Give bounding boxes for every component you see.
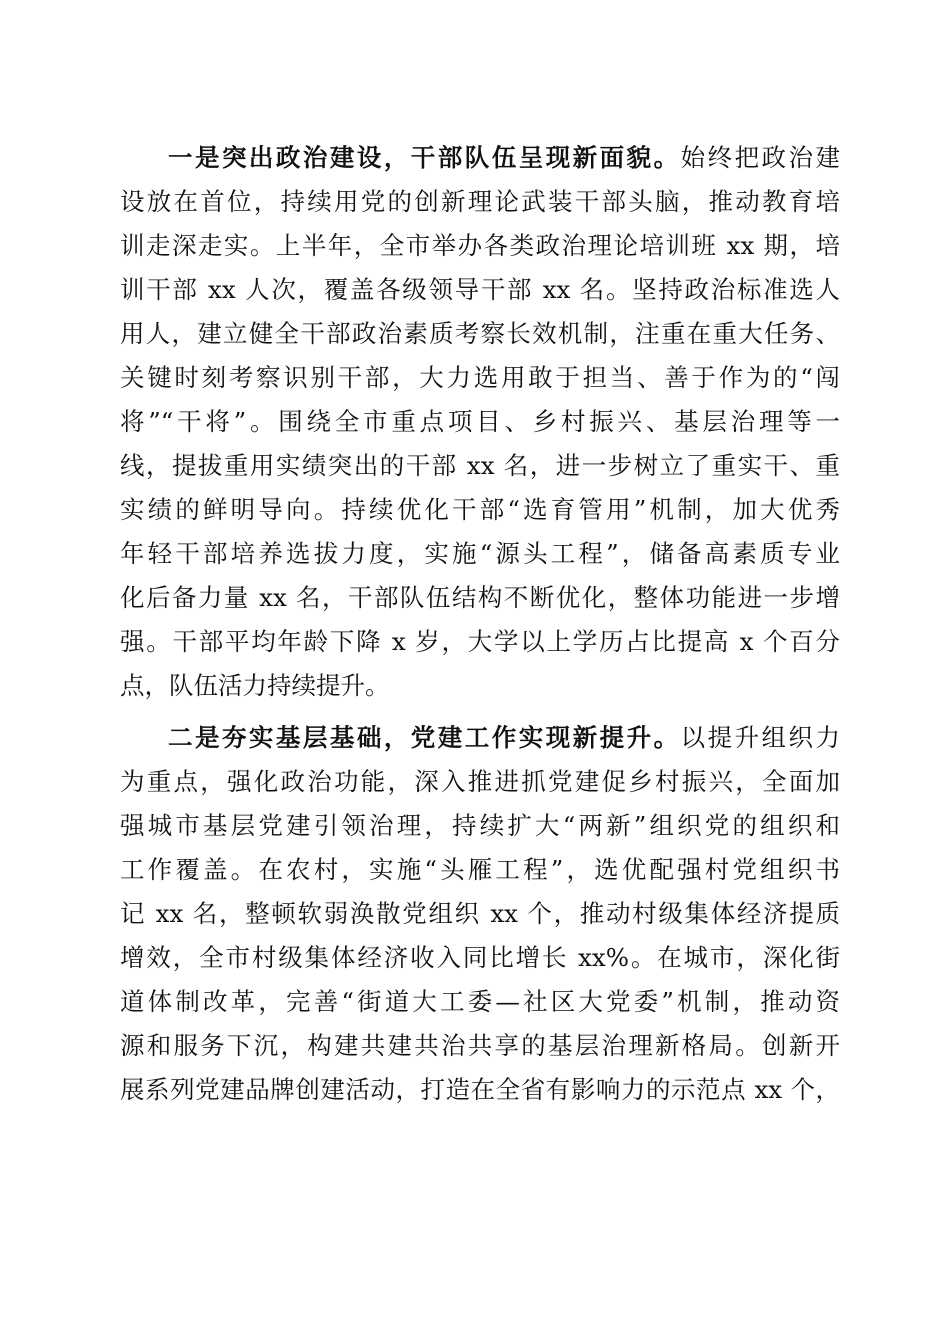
paragraph-line: 展系列党建品牌创建活动，打造在全省有影响力的示范点 xx 个，: [120, 1075, 840, 1104]
paragraph-line: 化后备力量 xx 名，干部队伍结构不断优化，整体功能进一步增: [120, 583, 840, 612]
paragraph-1-heading: 一是突出政治建设，干部队伍呈现新面貌。: [168, 143, 681, 172]
paragraph-line: 设放在首位，持续用党的创新理论武装干部头脑，推动教育培: [120, 187, 840, 216]
paragraph-line: 为重点，强化政治功能，深入推进抓党建促乡村振兴，全面加: [120, 767, 840, 796]
paragraph-line: 记 xx 名，整顿软弱涣散党组织 xx 个，推动村级集体经济提质: [120, 899, 840, 928]
paragraph-line: 线，提拔重用实绩突出的干部 xx 名，进一步树立了重实干、重: [120, 451, 840, 480]
paragraph-line: 训走深走实。上半年，全市举办各类政治理论培训班 xx 期，培: [120, 231, 840, 260]
paragraph-line: 增效，全市村级集体经济收入同比增长 xx%。在城市，深化街: [120, 943, 840, 972]
paragraph-line: 将”“干将”。围绕全市重点项目、乡村振兴、基层治理等一: [120, 407, 840, 436]
paragraph-line: 年轻干部培养选拔力度，实施“源头工程”，储备高素质专业: [120, 539, 840, 568]
paragraph-2-heading: 二是夯实基层基础，党建工作实现新提升。: [168, 723, 681, 752]
paragraph-line: 用人，建立健全干部政治素质考察长效机制，注重在重大任务、: [120, 319, 840, 348]
paragraph-line: 源和服务下沉，构建共建共治共享的基层治理新格局。创新开: [120, 1031, 840, 1060]
paragraph-2-line-1: [168, 716, 840, 760]
paragraph-line: 强城市基层党建引领治理，持续扩大“两新”组织党的组织和: [120, 811, 840, 840]
paragraph-1-line-1: [168, 136, 840, 180]
paragraph-line: 关键时刻考察识别干部，大力选用敢于担当、善于作为的“闯: [120, 363, 840, 392]
paragraph-line: 道体制改革，完善“街道大工委—社区大党委”机制，推动资: [120, 987, 840, 1016]
paragraph-line: 训干部 xx 人次，覆盖各级领导干部 xx 名。坚持政治标准选人: [120, 275, 840, 304]
paragraph-line: 工作覆盖。在农村，实施“头雁工程”，选优配强村党组织书: [120, 855, 840, 884]
paragraph-line: 强。干部平均年龄下降 x 岁，大学以上学历占比提高 x 个百分: [120, 627, 840, 656]
paragraph-line: 点，队伍活力持续提升。: [120, 671, 390, 700]
paragraph-1-text: 始终把政治建: [680, 143, 841, 172]
paragraph-line: 实绩的鲜明导向。持续优化干部“选育管用”机制，加大优秀: [120, 495, 840, 524]
paragraph-2-text: 以提升组织力: [680, 723, 841, 752]
